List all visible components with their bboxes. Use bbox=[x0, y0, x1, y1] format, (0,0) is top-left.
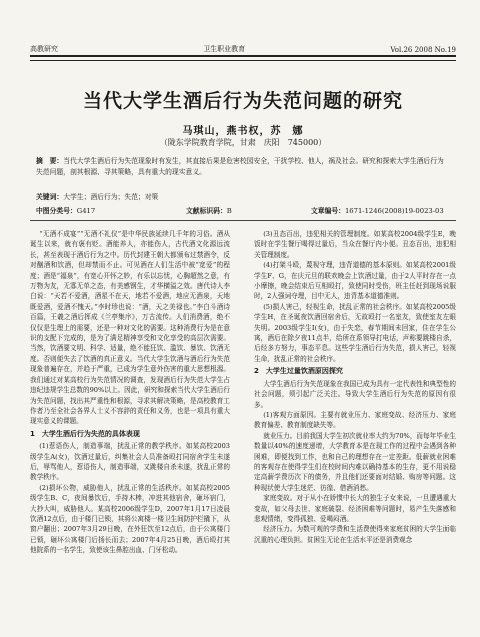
journal-name: 卫生职业教育 bbox=[203, 45, 246, 53]
body-paragraph: 大学生酒后行为失范现象在我国已成为具有一定代表性和典型性的社会问题，须引起广泛关注。导致大学生酒后行为失范的原因有很多。 bbox=[254, 379, 456, 409]
body-paragraph: (4)打架斗殴，蔑视守理，违背道德的基本原则。如某高校2001级学生F、G，在庆元旦的联欢晚会上饮酒过量，由于2人平时存在一点小摩擦，晚会结束后互相殴打，致使同时受伤，班主任赶到现场说服时，2人强词夺理，目中无人，违背基本道德准则。 bbox=[254, 261, 456, 301]
clc bbox=[36, 205, 186, 215]
body-paragraph: (5)损人害己，轻视生命，扰乱正常的社会秩序。如某高校2005级学生H，在圣诞夜饮酒回宿舍后，无故殴打一名室友，致使室友左眼失明。2003级学生I(女)，由于失恋，春节期间未回家，住在学生公寓，酒后在除夕夜11点半，给所在系领导打电话，声称要跳楼自杀，后经多方努力，事态平息。这些学生酒后行为失范，损人害己，轻视生命，扰乱正常的社会秩序。 bbox=[254, 302, 456, 363]
journal-volume: Vol.26 2008 No.19 bbox=[390, 46, 456, 54]
abstract bbox=[36, 156, 450, 177]
section-heading: 2 大学生过量饮酒原因探究 bbox=[254, 367, 343, 376]
section-heading: 1 大学生酒后行为失范的具体表现 bbox=[30, 429, 140, 438]
body-paragraph: (2)损坏公物，威胁他人，扰乱正常的生活秩序。如某高校2005级学生B、C，夜间暴饮后，手持木棒，冲进其他宿舍，砸坏宿门，大抄大叫，威胁他人。某高校2006级学生D，2007年1月17日凌晨饮酒12点后，由于楼门已锁，其将公寓楼一楼卫生间防护栏撬下，从窗户翻出；2007年3月29日晚，在外狂饮至12点后，由于公寓楼门已锁，砸坏公寓楼门后扬长而去；2007年4月25日晚，酒后殴打其他院系的一名学生，致使该生鼻腔出血、门牙松动。 bbox=[30, 483, 230, 555]
authors: 马琪山，燕书权，苏 娜 bbox=[182, 126, 304, 137]
abstract-text: 当代大学生酒后行为失范现象时有发生，其直接后果是危害校园安全，干扰学校、他人，祸及社会。研究和探索大学生酒后行为失范问题，剖其根源、寻其策略，具有重大的现实意义。 bbox=[36, 157, 444, 176]
body-paragraph: 经济压力。为数可观的学费和生活费使得来家庭贫困的大学生面临沉重的心理负担。贫困生无论在生活水平还是消费观念 bbox=[254, 525, 456, 544]
doc-value: B bbox=[226, 207, 232, 215]
body-column-right bbox=[254, 229, 456, 629]
article-label: 文章编号： bbox=[311, 207, 345, 215]
clc-label: 中图分类号： bbox=[36, 207, 77, 215]
body-paragraph: (1)惹语伤人，制造事端，扰乱正常的教学秩序。如某高校2003级学生A(女)，饮酒过量后，纠集社会人员准备殴打同宿舍学生未遂后，辱骂他人，惹语伤人，制造事端，又跳楼自杀未遂，扰乱正常的教学秩序。 bbox=[30, 442, 230, 482]
clc-value: G417 bbox=[76, 207, 96, 215]
affiliation: （陇东学院教育学院，甘肃 庆阳 745000） bbox=[159, 138, 327, 147]
body-paragraph: “无酒不成宴”“无酒不礼仪”是中华民族延续几千年的习俗。酒从诞生以来，就有褒有贬。酒能养人，亦能伤人，古代酒文化源远流长，甚至表现于酒后行为之中。历代封建王朝大都颁布过禁酒令，反对酗酒和饮酒，但却禁而不止。可见酒在人们生活中被“宽爱”的程度；酒是“福泉”，有宽心开怀之妙，有乐以忘忧，心胸超然之意，有万物为友，无寡无单之态，有美感钢生，才华横溢之效。唐代诗人李白说：“天若不爱酒，酒星不在天，地若不爱酒，地应无酒泉，天地既爱酒，爱酒不愧天。”李时珍也说：“酒，天之美禄也。”李白斗酒诗百篇，王羲之酒后挥成《兰亭集序》，万古流传。人们消费酒，绝不仅仅是生理上的需要，还是一种对文化的需要。这种消费行为是在意识的支配下完成的，是为了满足精神享受和文化享受的高层次需要。当然，饮酒要文明、科学、适量，绝不能狂饮、滥饮、暴饮、饮酒无度。否则便失去了饮酒的真正意义。当代大学生饮酒与酒后行为失范现象普遍存在，并趋于严重，已成为学生意外伤害的重大思想根源。我们通过对某高校行为失范情况的调查，发现酒后行为失范大学生占违纪违规学生总数的90%以上。因此，研究和探索当代大学生酒后行为失范问题，找出其严重性和根源，寻求其解决策略，是高校教育工作者乃至全社会各界人士义不容辞的责任和义务，也是一项具有重大现实意义的课题。 bbox=[30, 230, 230, 426]
running-header bbox=[30, 40, 456, 54]
keywords-text: 大学生；酒后行为；失范；对策 bbox=[63, 193, 159, 201]
body-paragraph: 就业压力。目前我国大学生初次就业率大约为70%，而每年毕业生数量以40%的速度递增，大学教育本是在现工作的过程中会遇到各种困难，即便找到工作，也和自己的理想存在一定差距。低薪就业困难的客观存在使得学生们在校时间内难以确持基本的生存，更不用说稳定高薪学费历次下的债务，并且他们还要面对结婚、购房等问题。这种现状使大学生迷茫、彷徨、借酒消愁。 bbox=[254, 431, 456, 492]
header-rule bbox=[30, 55, 456, 61]
keywords bbox=[36, 192, 450, 203]
body-paragraph: (3)丑态百出，违犯相关的管理制度。如某高校2004级学生E，晚饭时在学生餐厅喝得过量后，当众在餐厅内小便。丑态百出，违犯相关管理制度。 bbox=[254, 230, 456, 259]
doc-label: 文献标识码： bbox=[186, 207, 227, 215]
body-column-left bbox=[30, 229, 230, 629]
journal-section: 高教研究 bbox=[30, 45, 58, 53]
classification-line bbox=[36, 205, 450, 215]
body-paragraph: 家庭变故。对于从小在娇惯中长大的独生子女来说，一旦遭遇重大变故，如父母去世、家庭破裂、经济困难等问题时，易产生失落感和悲观情绪，变得孤独、爱喝闷酒。 bbox=[254, 494, 456, 523]
doc-code bbox=[186, 205, 311, 215]
abstract-label: 摘 要： bbox=[36, 157, 64, 165]
keywords-label: 关键词： bbox=[36, 193, 64, 201]
article-number bbox=[311, 205, 444, 215]
body-paragraph: (1)客观方面原因。主要有就业压力、家庭变故、经济压力、家庭教育偏差、教育制度缺失等。 bbox=[254, 410, 456, 430]
section-divider bbox=[30, 220, 456, 221]
article-value: 1671-1246(2008)19-0023-03 bbox=[344, 207, 444, 215]
paper-title: 当代大学生酒后行为失范问题的研究 bbox=[82, 90, 403, 112]
